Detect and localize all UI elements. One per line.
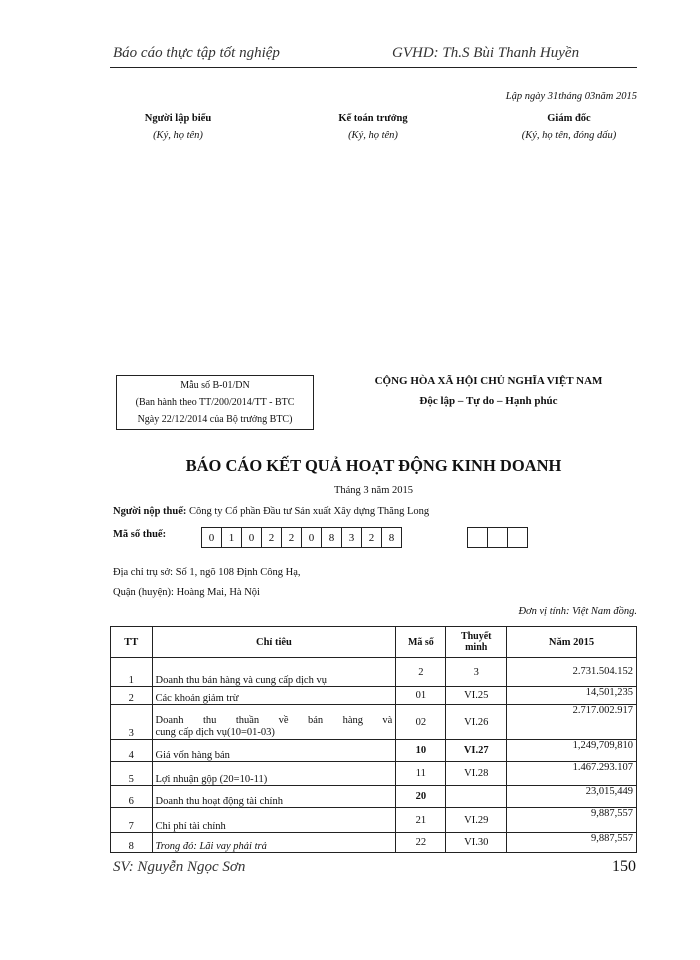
row-value: 1,249,709,810 — [507, 740, 637, 762]
taxcode-digit: 3 — [341, 527, 362, 548]
form-code-line1: Mẫu số B-01/DN — [180, 380, 250, 391]
row-maso: 10 — [396, 740, 446, 762]
table-row — [111, 786, 637, 808]
signature-sub-3: (Ký, họ tên, đóng dấu) — [521, 130, 617, 141]
row-value: 23,015,449 — [507, 786, 637, 808]
row-maso: 11 — [396, 762, 446, 786]
unit-line: Đơn vị tính: Việt Nam đồng. — [518, 606, 637, 617]
row-tt: 5 — [111, 762, 153, 786]
row-chitieu: Các khoản giảm trừ — [152, 687, 396, 705]
row-chitieu — [152, 705, 396, 740]
signature-sub-2: (Ký, họ tên) — [348, 130, 398, 141]
row-value: 1.467.293.107 — [507, 762, 637, 786]
taxcode-digit: 0 — [241, 527, 262, 548]
taxcode-digit: 2 — [261, 527, 282, 548]
row-chitieu: Chi phí tài chính — [152, 808, 396, 833]
row-maso: 20 — [396, 786, 446, 808]
report-title: BÁO CÁO KẾT QUẢ HOẠT ĐỘNG KINH DOANH — [185, 456, 562, 475]
taxcode-digit: 8 — [321, 527, 342, 548]
taxcode-extra-boxes — [467, 527, 527, 553]
taxcode-boxes — [201, 527, 401, 548]
nation-motto: Độc lập – Tự do – Hạnh phúc — [419, 395, 558, 407]
table-header-row — [111, 627, 637, 658]
row-value: 9,887,557 — [507, 833, 637, 853]
header-left: Báo cáo thực tập tốt nghiệp — [113, 45, 280, 61]
form-code-box — [116, 375, 314, 430]
taxcode-empty-cell — [507, 527, 528, 548]
row-tt: 2 — [111, 687, 153, 705]
address-line-2: Quận (huyện): Hoàng Mai, Hà Nội — [113, 587, 260, 598]
header-right: GVHD: Th.S Bùi Thanh Huyền — [392, 45, 580, 61]
row-value: 2.717.002.917 — [507, 705, 637, 740]
row-chitieu-line1: Doanh thu thuần về bán hàng và — [155, 715, 393, 726]
row-maso: 22 — [396, 833, 446, 853]
taxpayer-value: Công ty Cổ phần Đầu tư Sản xuất Xây dựng Thăng Long — [189, 506, 430, 517]
taxpayer-label: Người nộp thuế: — [113, 506, 187, 517]
form-code-line2: (Ban hành theo TT/200/2014/TT - BTC — [135, 397, 295, 408]
taxcode-empty-cell — [467, 527, 488, 548]
col-header-chitieu: Chỉ tiêu — [152, 627, 396, 658]
taxcode-label: Mã số thuế: — [113, 529, 167, 540]
row-value: 14,501,235 — [507, 687, 637, 705]
row-chitieu: Trong đó: Lãi vay phải trả — [152, 833, 396, 853]
row-tt: 7 — [111, 808, 153, 833]
table-row — [111, 705, 637, 740]
row-chitieu: Giá vốn hàng bán — [152, 740, 396, 762]
header-divider — [110, 67, 637, 68]
row-thuyetminh: VI.26 — [446, 705, 507, 740]
taxcode-digit: 0 — [301, 527, 322, 548]
row-thuyetminh: VI.30 — [446, 833, 507, 853]
signature-sub-1: (Ký, họ tên) — [153, 130, 203, 141]
signature-title-2: Kế toán trưởng — [338, 113, 408, 124]
col-header-nam: Năm 2015 — [507, 627, 637, 658]
taxcode-empty-cell — [487, 527, 508, 548]
page-number: 150 — [612, 858, 636, 875]
row-thuyetminh: VI.28 — [446, 762, 507, 786]
row-chitieu: Lợi nhuận gộp (20=10-11) — [152, 762, 396, 786]
table-row — [111, 687, 637, 705]
taxpayer-line — [113, 506, 429, 517]
row-chitieu-line2: cung cấp dịch vụ(10=01-03) — [155, 727, 275, 738]
row-thuyetminh — [446, 786, 507, 808]
row-maso: 01 — [396, 687, 446, 705]
row-maso: 02 — [396, 705, 446, 740]
row-maso: 21 — [396, 808, 446, 833]
col-header-thuyetminh: Thuyết minh — [446, 627, 507, 658]
footer-student: SV: Nguyễn Ngọc Sơn — [113, 859, 246, 875]
signature-title-3: Giám đốc — [547, 113, 591, 124]
row-chitieu: Doanh thu hoạt động tài chính — [152, 786, 396, 808]
row-tt: 1 — [111, 658, 153, 687]
row-maso: 2 — [396, 658, 446, 687]
table-row — [111, 762, 637, 786]
taxcode-digit: 8 — [381, 527, 402, 548]
address-line-1: Địa chỉ trụ sở: Số 1, ngõ 108 Định Công Hạ, — [113, 567, 301, 578]
footer-divider — [110, 852, 637, 853]
table-row — [111, 833, 637, 853]
row-tt: 3 — [111, 705, 153, 740]
table-row — [111, 740, 637, 762]
row-thuyetminh: VI.25 — [446, 687, 507, 705]
table-row — [111, 658, 637, 687]
row-thuyetminh: VI.27 — [446, 740, 507, 762]
signature-title-1: Người lập biểu — [144, 113, 212, 124]
row-chitieu: Doanh thu bán hàng và cung cấp dịch vụ — [152, 658, 396, 687]
col-header-maso: Mã số — [396, 627, 446, 658]
row-value: 2.731.504.152 — [507, 658, 637, 687]
nation-title: CỘNG HÒA XÃ HỘI CHỦ NGHĨA VIỆT NAM — [374, 375, 603, 387]
form-code-line3: Ngày 22/12/2014 của Bộ trưởng BTC) — [137, 414, 293, 425]
date-line: Lập ngày 31tháng 03năm 2015 — [505, 91, 637, 102]
row-thuyetminh: 3 — [446, 658, 507, 687]
taxcode-digit: 1 — [221, 527, 242, 548]
col-header-tt: TT — [111, 627, 153, 658]
row-thuyetminh: VI.29 — [446, 808, 507, 833]
row-tt: 4 — [111, 740, 153, 762]
row-tt: 8 — [111, 833, 153, 853]
report-period: Tháng 3 năm 2015 — [333, 485, 414, 496]
row-tt: 6 — [111, 786, 153, 808]
taxcode-digit: 2 — [281, 527, 302, 548]
table-row — [111, 808, 637, 833]
row-value: 9,887,557 — [507, 808, 637, 833]
taxcode-digit: 0 — [201, 527, 222, 548]
taxcode-digit: 2 — [361, 527, 382, 548]
income-statement-table — [110, 626, 637, 853]
